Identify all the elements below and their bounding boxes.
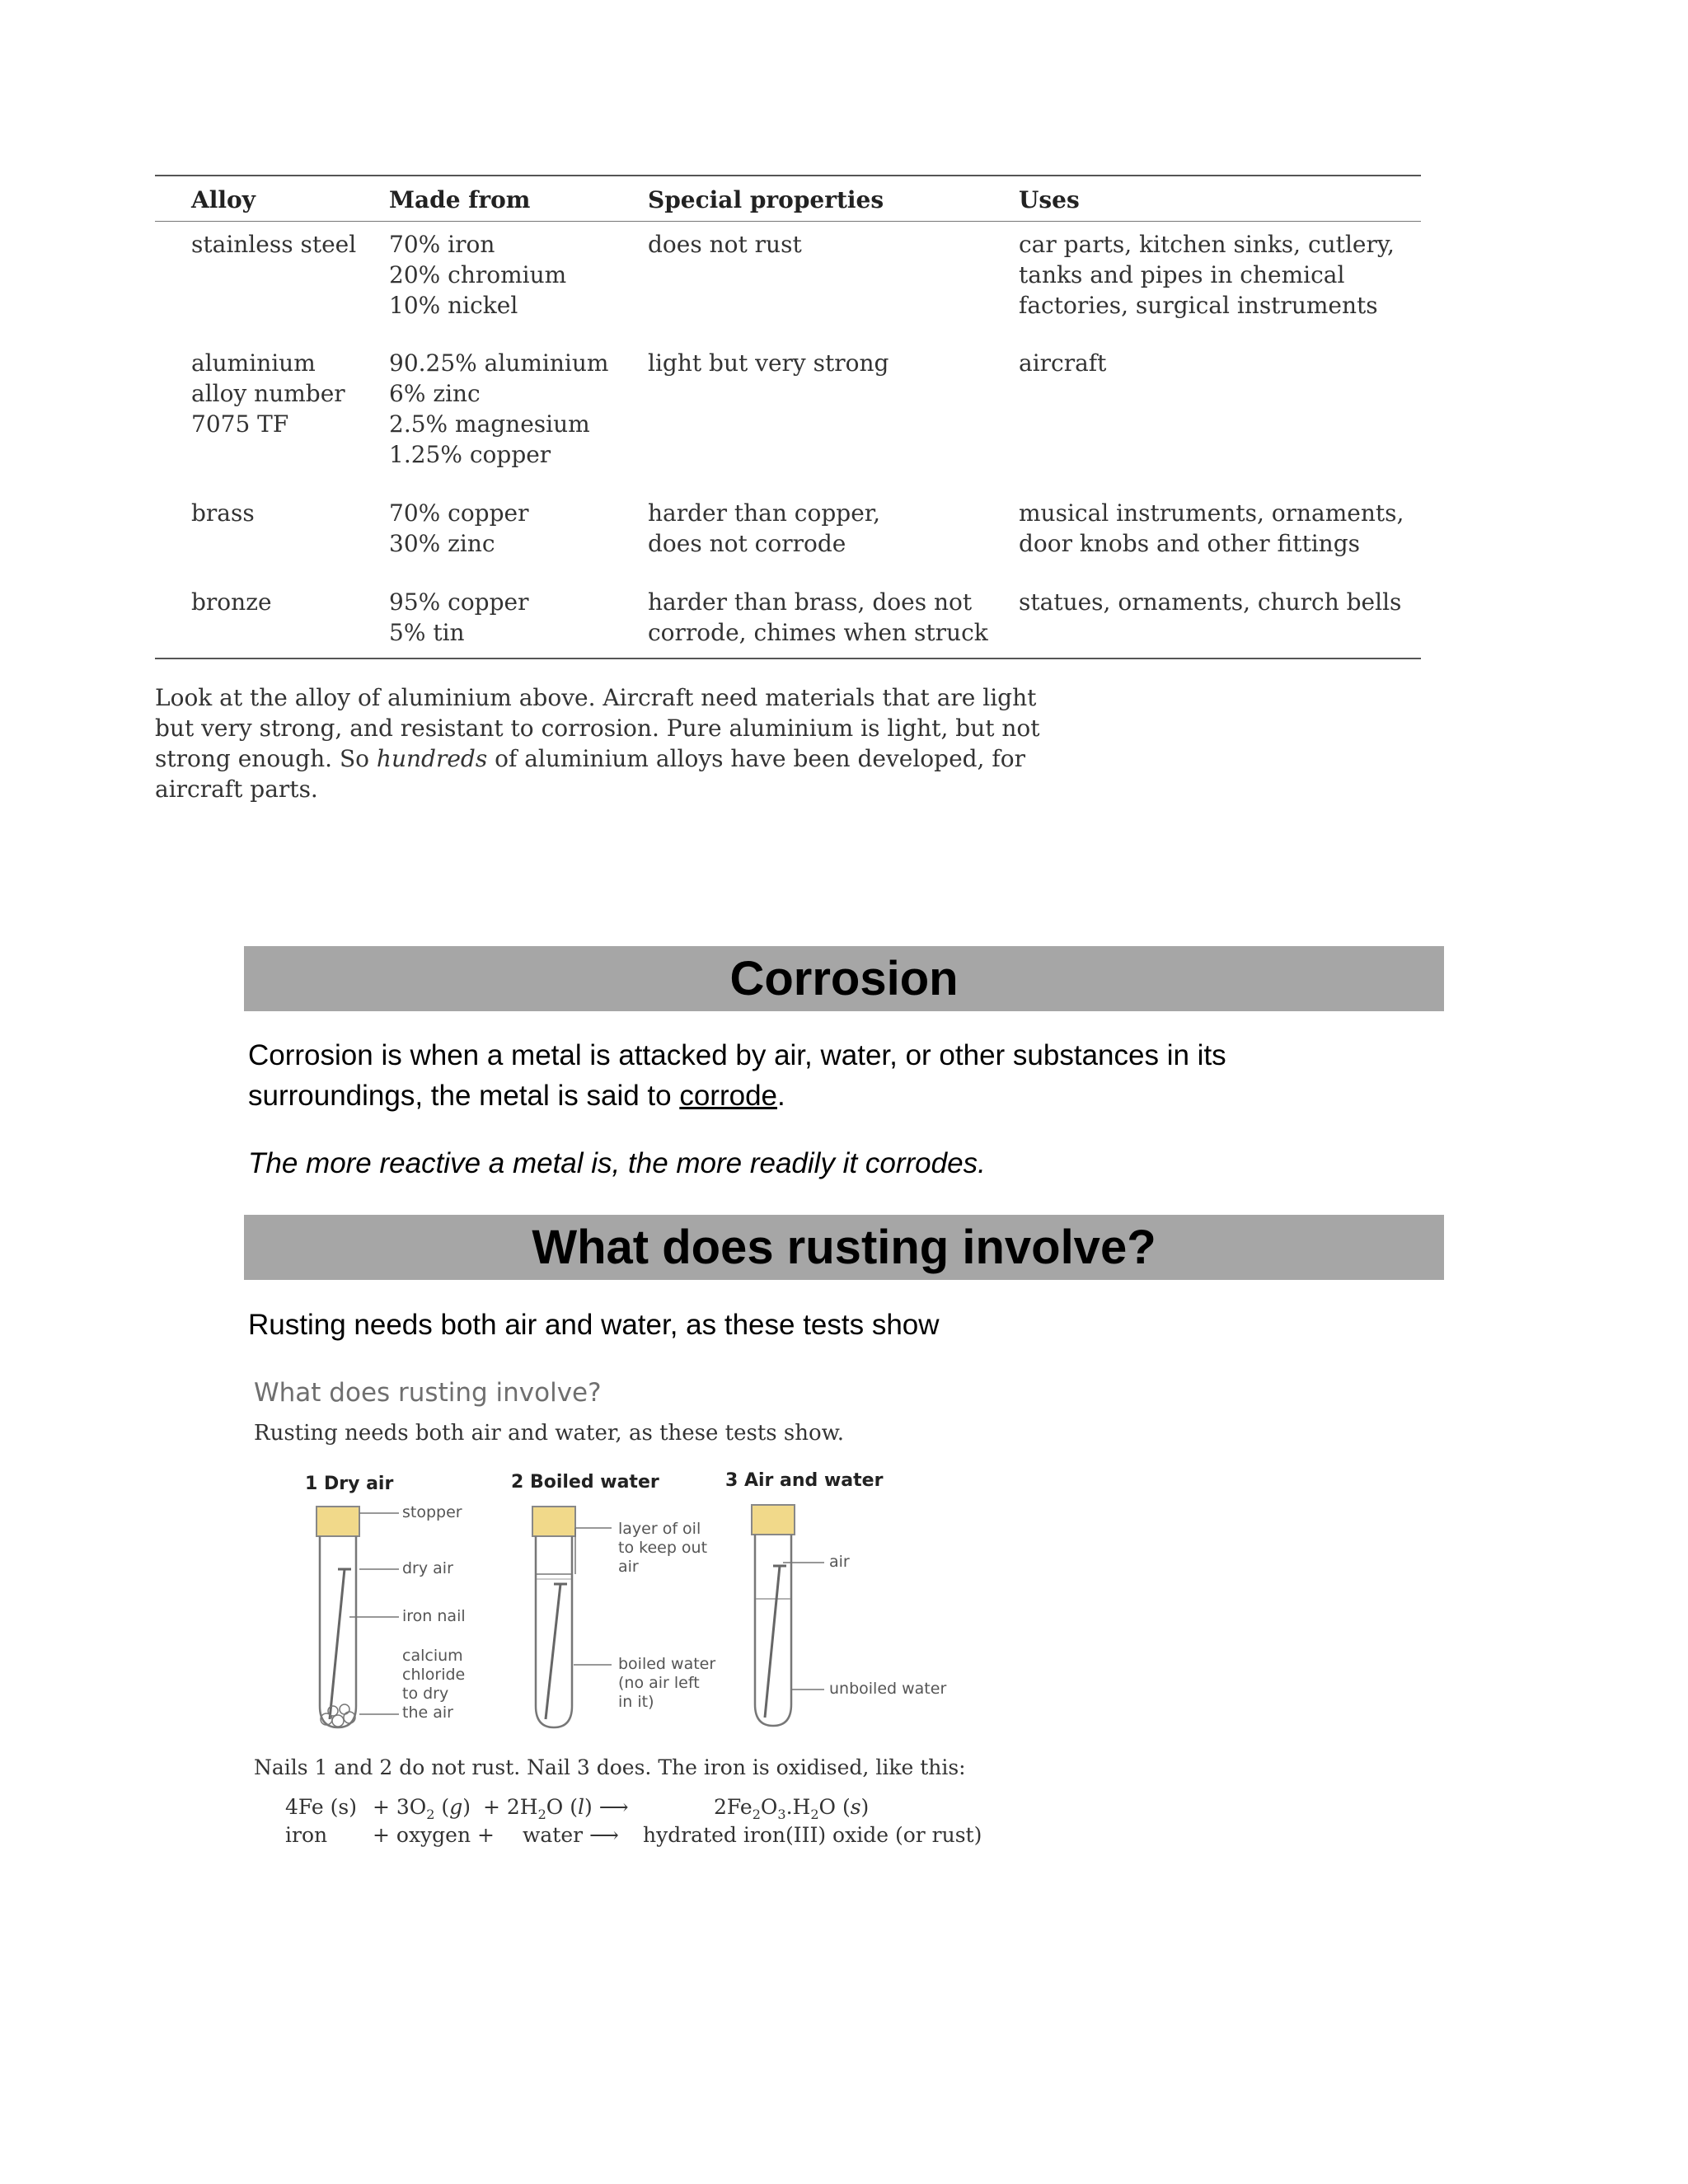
stopper-1 [316,1507,359,1536]
corrosion-definition: Corrosion is when a metal is attacked by air, water, or other substances in its surroundings, the metal is said to corrode. [248,1039,1226,1112]
header-made-from: Made from [389,186,531,213]
cell-alloy: stainless steel [191,231,357,258]
cell-alloy: aluminium alloy number 7075 TF [191,349,345,438]
tube1-label: 1 Dry air [305,1474,394,1494]
cell-uses: statues, ornaments, church bells [1019,588,1402,616]
word-iron: iron [285,1823,328,1847]
label-unboiled-water: unboiled water [829,1680,947,1698]
figure-title: What does rusting involve? [254,1378,602,1408]
header-special-properties: Special properties [648,186,884,213]
iron-nail-1 [330,1569,345,1719]
table-header-rule [155,221,1421,222]
label-boiled-water: boiled water (no air left in it) [618,1655,716,1711]
cell-made-from: 70% iron 20% chromium 10% nickel [389,231,567,319]
table-top-rule [155,175,1421,176]
cell-uses: aircraft [1019,349,1107,377]
rusting-intro: Rusting needs both air and water, as these tests show [248,1309,940,1341]
cell-made-from: 95% copper 5% tin [389,588,529,646]
cell-made-from: 90.25% aluminium 6% zinc 2.5% magnesium 1.25% copper [389,349,609,468]
table-bottom-rule [155,658,1421,659]
label-air: air [829,1553,850,1571]
stopper-2 [532,1507,575,1536]
cell-uses: car parts, kitchen sinks, cutlery, tanks and pipes in chemical factories, surgical instruments [1019,231,1395,319]
cell-properties: light but very strong [648,349,889,377]
cell-properties: harder than brass, does not corrode, chimes when struck [648,588,988,646]
tube3-label: 3 Air and water [725,1470,884,1491]
cell-alloy: bronze [191,588,272,616]
rusting-figure [247,1368,989,1863]
tube-1 [316,1507,399,1727]
cell-made-from: 70% copper 30% zinc [389,499,529,557]
tube2-label: 2 Boiled water [511,1472,659,1493]
header-alloy: Alloy [191,186,256,213]
equation-oxygen: + $3O_2$ (g) [373,1795,471,1822]
label-oil-layer: layer of oil to keep out air [618,1520,708,1576]
equation-reactant-iron: 4Fe (s) [285,1795,357,1819]
equation-product: $2Fe_2O_3.H_2O$ (s) [714,1795,870,1822]
cell-properties: harder than copper, does not corrode [648,499,880,557]
iron-nail-3 [765,1566,780,1718]
label-iron-nail: iron nail [402,1607,466,1625]
label-calcium-chloride: calcium chloride to dry the air [402,1647,466,1722]
word-water: water ⟶ [523,1823,619,1847]
word-oxygen: + oxygen + [373,1823,495,1847]
label-stopper: stopper [402,1503,462,1521]
iron-nail-2 [546,1584,560,1719]
figure-subtitle: Rusting needs both air and water, as these tests show. [254,1421,845,1446]
corrosion-heading: Corrosion [244,946,1444,1011]
table-row [191,229,356,260]
tube-3 [752,1505,824,1726]
tube-2 [532,1507,612,1727]
corrode-term: corrode [679,1080,777,1112]
cell-uses: musical instruments, ornaments, door knobs and other fittings [1019,499,1404,557]
aluminium-paragraph: Look at the alloy of aluminium above. Aircraft need materials that are light but very strong, and resistant to corrosion. Pure aluminium is light, but not strong enough. So hundreds of aluminium alloys have been developed, for aircraft parts. [155,684,1040,803]
cell-alloy: brass [191,499,255,527]
word-rust: hydrated iron(III) oxide (or rust) [643,1823,982,1847]
cell-properties: does not rust [648,231,802,258]
equation-water: + $2H_2O$ (l) ⟶ [483,1795,629,1822]
stopper-3 [752,1505,795,1535]
rusting-heading: What does rusting involve? [244,1215,1444,1280]
header-uses: Uses [1019,186,1080,213]
label-dry-air: dry air [402,1559,453,1577]
reactivity-note: The more reactive a metal is, the more readily it corrodes. [248,1147,986,1179]
figure-note: Nails 1 and 2 do not rust. Nail 3 does. The iron is oxidised, like this: [254,1755,966,1779]
